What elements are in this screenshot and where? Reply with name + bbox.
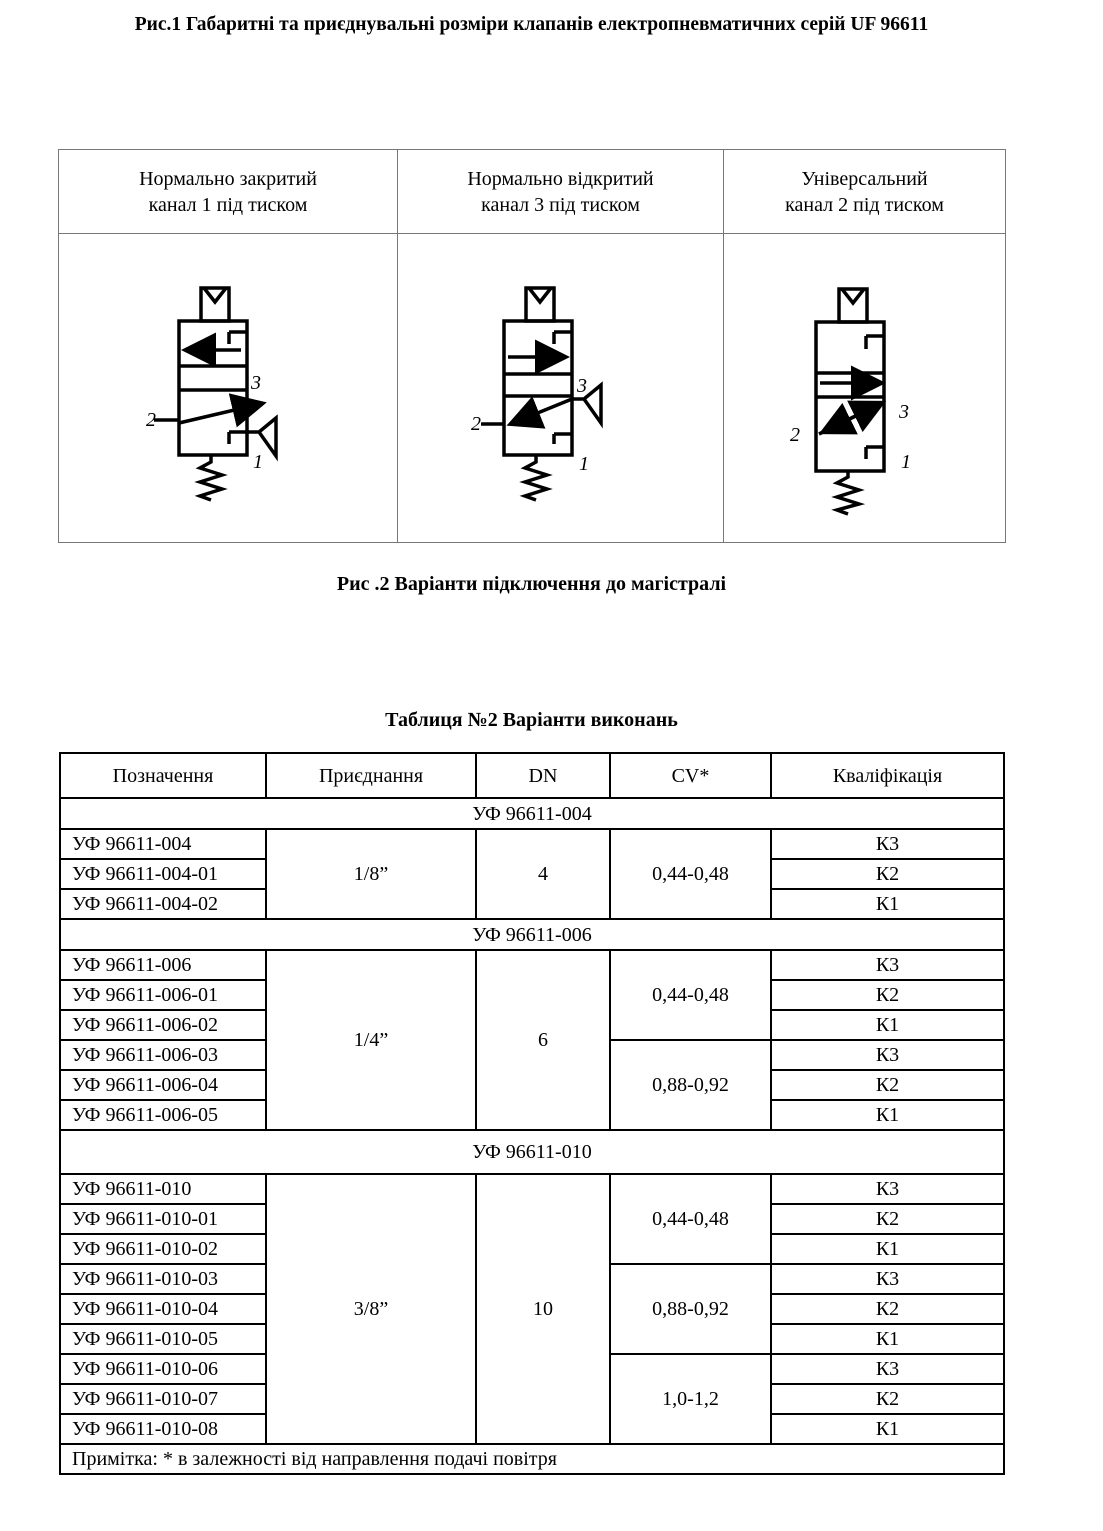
scheme-normally-open-cell [398, 234, 724, 543]
scheme-universal-title [724, 150, 1006, 234]
qualification-cell: К3 [771, 1174, 1004, 1204]
port-1-label: 1 [253, 451, 263, 473]
cv-cell: 0,44-0,48 [610, 829, 771, 919]
scheme-title-line1: Універсальний [801, 167, 928, 190]
port-1-label: 1 [900, 451, 911, 473]
valve-symbol-universal [775, 258, 955, 518]
valve-symbol-normally-closed [138, 258, 318, 518]
figure1-caption: Рис.1 Габаритні та приєднувальні розміри клапанів електропневматичних серій UF 96611 [134, 14, 929, 35]
qualification-cell: К3 [771, 1264, 1004, 1294]
variants-table [59, 752, 1005, 1475]
scheme-normally-closed-title [59, 150, 398, 234]
designation-cell: УФ 96611-004-01 [60, 859, 266, 889]
column-header: Позначення [60, 753, 266, 798]
connection-cell: 1/8” [266, 829, 476, 919]
cv-cell: 0,88-0,92 [610, 1040, 771, 1130]
designation-cell: УФ 96611-006-05 [60, 1100, 266, 1130]
qualification-cell: К1 [771, 889, 1004, 919]
column-header: Кваліфікація [771, 753, 1004, 798]
scheme-title-line2: канал 1 під тиском [148, 193, 308, 216]
designation-cell: УФ 96611-010-07 [60, 1384, 266, 1414]
designation-cell: УФ 96611-010-05 [60, 1324, 266, 1354]
scheme-normally-open-title [398, 150, 724, 234]
scheme-title-line2: канал 3 під тиском [481, 193, 640, 216]
connection-cell: 3/8” [266, 1174, 476, 1444]
dn-cell: 6 [476, 950, 610, 1130]
dn-cell: 10 [476, 1174, 610, 1444]
cv-cell: 1,0-1,2 [610, 1354, 771, 1444]
designation-cell: УФ 96611-006-03 [60, 1040, 266, 1070]
port-3-label: 3 [898, 401, 909, 423]
qualification-cell: К2 [771, 859, 1004, 889]
column-header: CV* [610, 753, 771, 798]
qualification-cell: К2 [771, 1204, 1004, 1234]
port-2-label: 2 [470, 413, 481, 435]
column-header: Приєднання [266, 753, 476, 798]
scheme-title-line1: Нормально закритий [139, 167, 317, 190]
qualification-cell: К3 [771, 950, 1004, 980]
port-3-label: 3 [576, 375, 587, 397]
group-header-row: УФ 96611-010 [60, 1130, 1004, 1174]
scheme-title-line2: канал 2 під тиском [785, 193, 944, 216]
scheme-universal-cell [724, 234, 1006, 543]
port-2-label: 2 [789, 424, 800, 446]
scheme-title-line1: Нормально відкритий [467, 167, 654, 190]
designation-cell: УФ 96611-010-03 [60, 1264, 266, 1294]
qualification-cell: К2 [771, 1070, 1004, 1100]
qualification-cell: К3 [771, 1354, 1004, 1384]
qualification-cell: К1 [771, 1234, 1004, 1264]
cv-cell: 0,44-0,48 [610, 1174, 771, 1264]
table-footnote: Примітка: * в залежності від направлення подачі повітря [60, 1444, 1004, 1474]
designation-cell: УФ 96611-010 [60, 1174, 266, 1204]
designation-cell: УФ 96611-004 [60, 829, 266, 859]
designation-cell: УФ 96611-010-04 [60, 1294, 266, 1324]
qualification-cell: К1 [771, 1324, 1004, 1354]
scheme-normally-closed-cell [59, 234, 398, 543]
port-3-label: 3 [251, 372, 261, 394]
figure2-caption: Рис .2 Варіанти підключення до магістралі [336, 573, 727, 595]
cv-cell: 0,44-0,48 [610, 950, 771, 1040]
table-title: Таблиця №2 Варіанти виконань [385, 709, 678, 731]
table-row [60, 950, 1004, 980]
designation-cell: УФ 96611-006-04 [60, 1070, 266, 1100]
designation-cell: УФ 96611-006-02 [60, 1010, 266, 1040]
designation-cell: УФ 96611-010-02 [60, 1234, 266, 1264]
table-row [60, 829, 1004, 859]
qualification-cell: К1 [771, 1100, 1004, 1130]
designation-cell: УФ 96611-010-01 [60, 1204, 266, 1234]
qualification-cell: К3 [771, 1040, 1004, 1070]
qualification-cell: К2 [771, 1294, 1004, 1324]
qualification-cell: К2 [771, 1384, 1004, 1414]
designation-cell: УФ 96611-004-02 [60, 889, 266, 919]
designation-cell: УФ 96611-006 [60, 950, 266, 980]
qualification-cell: К1 [771, 1414, 1004, 1444]
connection-cell: 1/4” [266, 950, 476, 1130]
connection-schemes-table [58, 149, 1006, 543]
qualification-cell: К3 [771, 829, 1004, 859]
group-header-row: УФ 96611-004 [60, 798, 1004, 829]
column-header: DN [476, 753, 610, 798]
qualification-cell: К2 [771, 980, 1004, 1010]
port-2-label: 2 [146, 409, 156, 431]
designation-cell: УФ 96611-006-01 [60, 980, 266, 1010]
qualification-cell: К1 [771, 1010, 1004, 1040]
dn-cell: 4 [476, 829, 610, 919]
valve-symbol-normally-open [471, 258, 651, 518]
table-row [60, 1174, 1004, 1204]
port-1-label: 1 [578, 453, 589, 475]
group-header-row: УФ 96611-006 [60, 919, 1004, 950]
designation-cell: УФ 96611-010-06 [60, 1354, 266, 1384]
cv-cell: 0,88-0,92 [610, 1264, 771, 1354]
designation-cell: УФ 96611-010-08 [60, 1414, 266, 1444]
